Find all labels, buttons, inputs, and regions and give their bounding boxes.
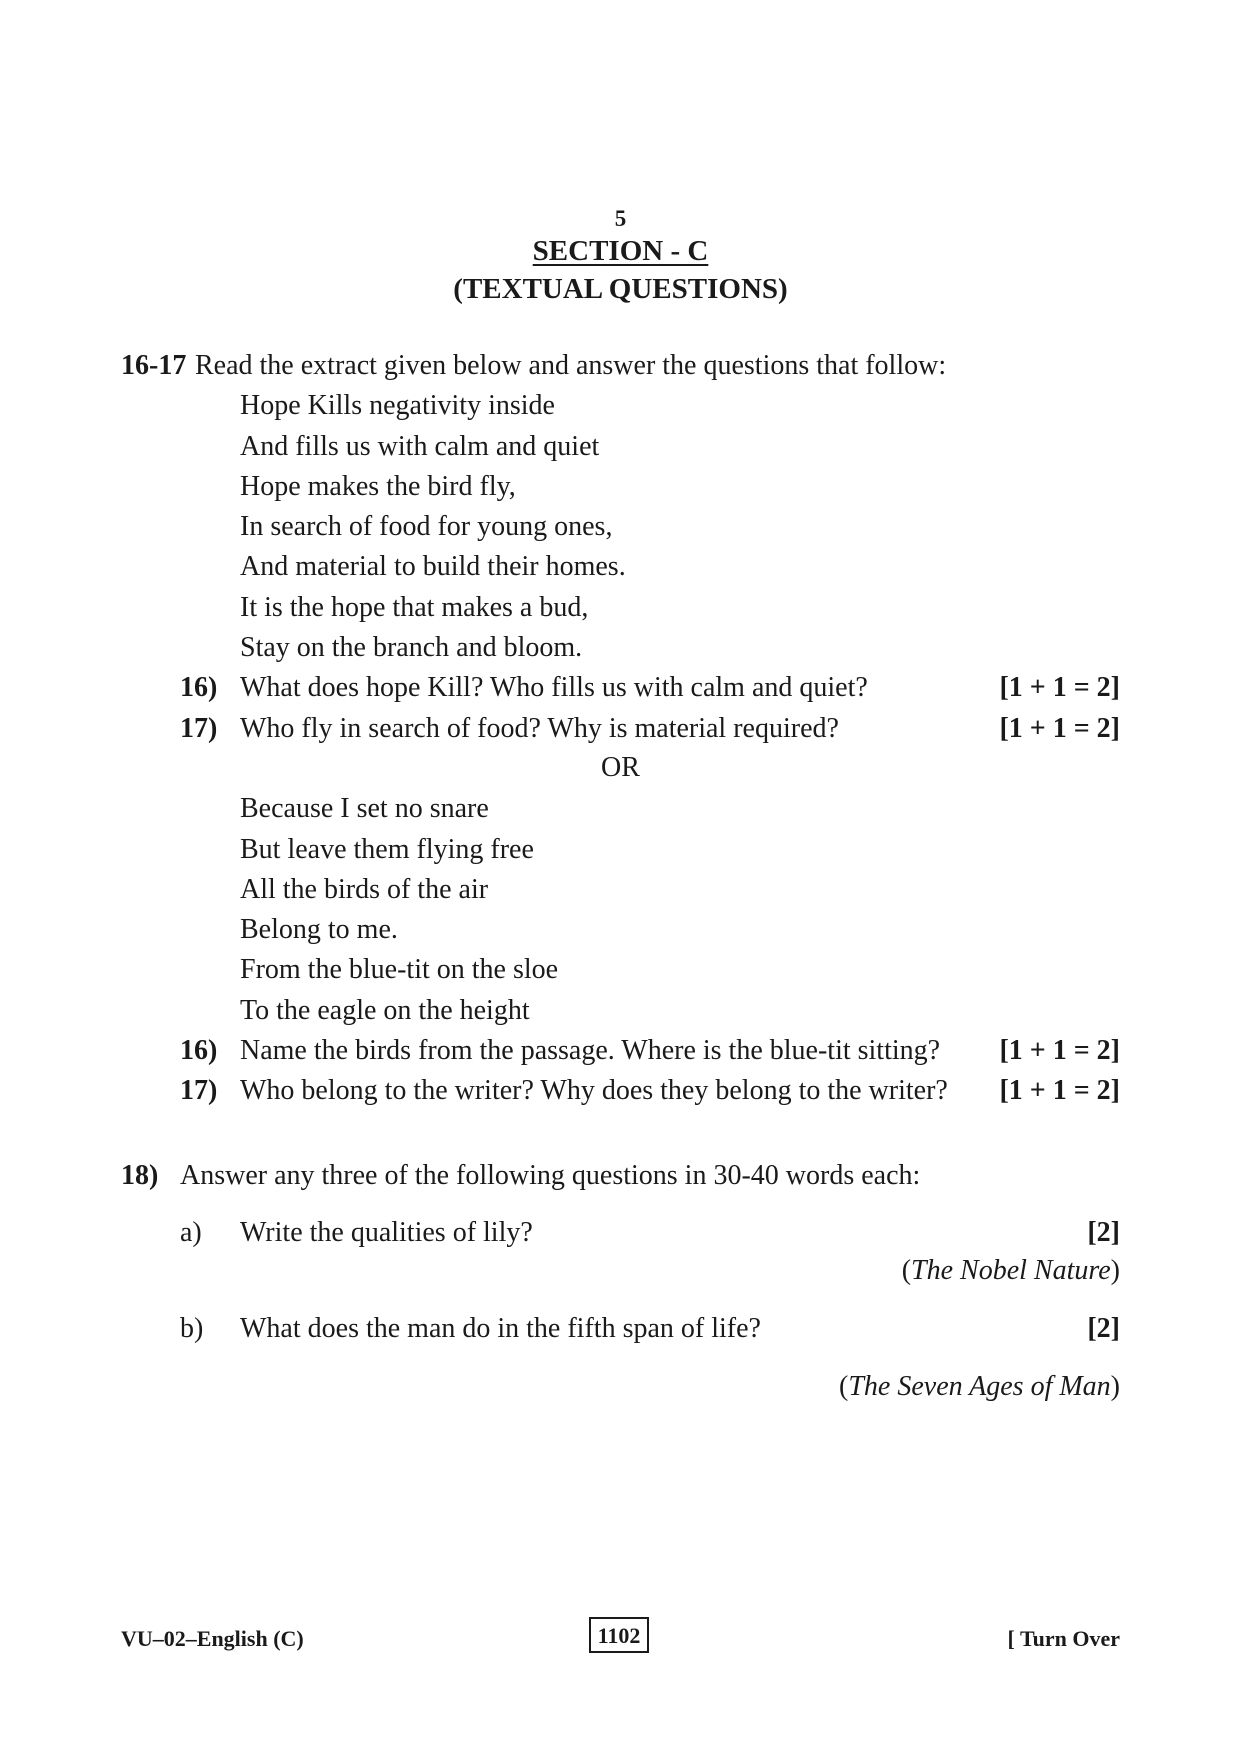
- marks: [2]: [1087, 1217, 1120, 1248]
- question-number-16-17: 16-17: [121, 350, 187, 381]
- sub-question-text: What does hope Kill? Who fills us with calm and quiet?: [240, 672, 868, 703]
- poem-line: To the eagle on the height: [240, 995, 530, 1026]
- or-separator: OR: [601, 752, 640, 783]
- poem-line: Belong to me.: [240, 914, 398, 945]
- poem-line: Hope Kills negativity inside: [240, 390, 555, 421]
- sub-question-number: 17): [180, 1075, 218, 1106]
- sub-question-text: Name the birds from the passage. Where is the blue-tit sitting?: [240, 1035, 941, 1066]
- question-instruction-18: Answer any three of the following questions in 30-40 words each:: [180, 1160, 921, 1191]
- footer-code-box: 1102: [589, 1617, 649, 1653]
- sub-question-text: Who belong to the writer? Why does they belong to the writer?: [240, 1075, 948, 1106]
- footer-paper-code: VU–02–English (C): [121, 1626, 304, 1651]
- question-instruction-16-17: Read the extract given below and answer the questions that follow:: [195, 350, 947, 381]
- poem-line: And material to build their homes.: [240, 551, 626, 582]
- question-number-18: 18): [121, 1160, 159, 1191]
- item-text: Write the qualities of lily?: [240, 1217, 533, 1248]
- item-source-title: The Nobel Nature: [911, 1255, 1111, 1286]
- marks: [1 + 1 = 2]: [999, 1035, 1120, 1066]
- item-text: What does the man do in the fifth span of life?: [240, 1313, 761, 1344]
- sub-question-number: 16): [180, 672, 218, 703]
- poem-line: And fills us with calm and quiet: [240, 431, 600, 462]
- page-number: 5: [614, 206, 627, 231]
- marks: [2]: [1087, 1313, 1120, 1344]
- poem-line: Stay on the branch and bloom.: [240, 632, 583, 663]
- poem-line: In search of food for young ones,: [240, 511, 613, 542]
- section-subtitle: (TEXTUAL QUESTIONS): [453, 273, 788, 305]
- marks: [1 + 1 = 2]: [999, 713, 1120, 744]
- poem-line: From the blue-tit on the sloe: [240, 954, 559, 985]
- poem-line: Because I set no snare: [240, 793, 489, 824]
- poem-line: All the birds of the air: [240, 874, 489, 905]
- poem-line: Hope makes the bird fly,: [240, 471, 516, 502]
- poem-line: It is the hope that makes a bud,: [240, 592, 589, 623]
- item-source-title: The Seven Ages of Man: [848, 1371, 1111, 1402]
- poem-line: But leave them flying free: [240, 834, 534, 865]
- item-source: (The Seven Ages of Man): [839, 1371, 1120, 1402]
- marks: [1 + 1 = 2]: [999, 1075, 1120, 1106]
- sub-question-number: 17): [180, 713, 218, 744]
- footer-turn-over: [ Turn Over: [1007, 1626, 1120, 1651]
- marks: [1 + 1 = 2]: [999, 672, 1120, 703]
- sub-question-text: Who fly in search of food? Why is material required?: [240, 713, 839, 744]
- section-title: SECTION - C: [532, 235, 709, 267]
- item-label: a): [180, 1217, 202, 1248]
- sub-question-number: 16): [180, 1035, 218, 1066]
- item-source: (The Nobel Nature): [901, 1255, 1120, 1286]
- item-label: b): [180, 1313, 204, 1344]
